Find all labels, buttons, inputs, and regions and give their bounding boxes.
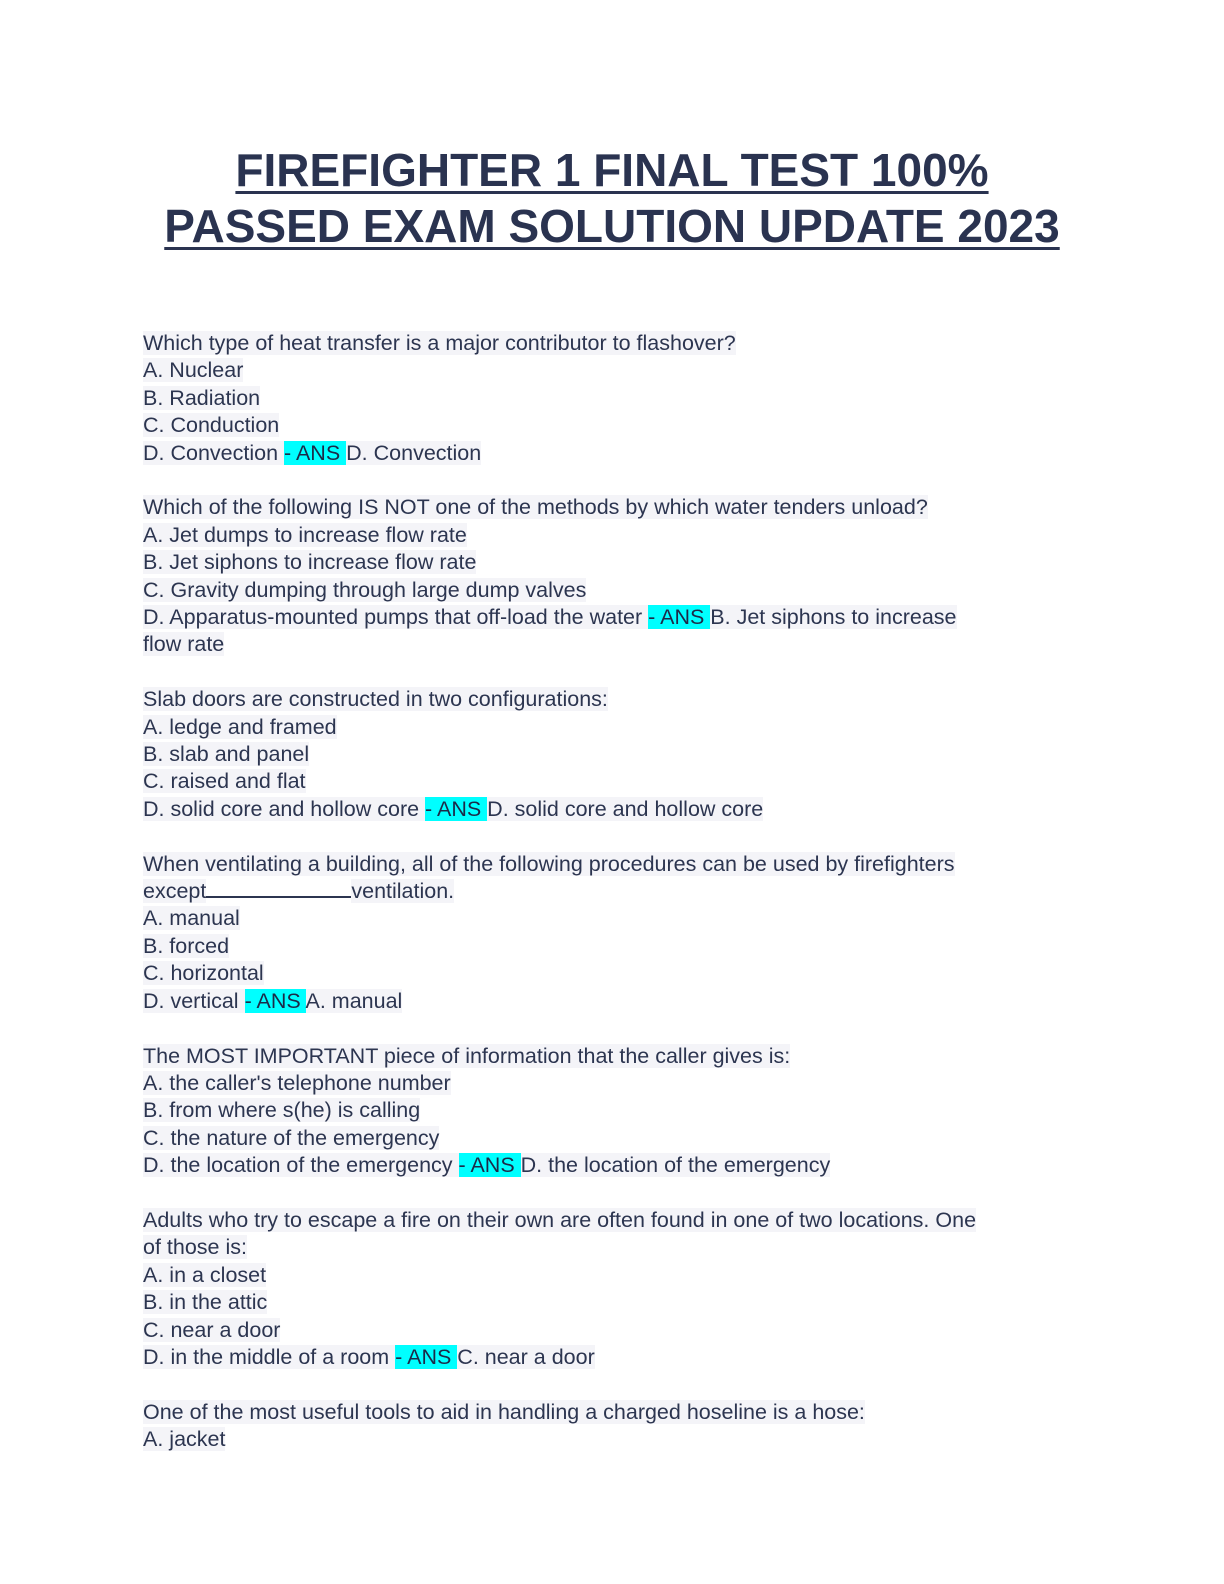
option-b: B. in the attic: [143, 1290, 268, 1315]
option-b: B. from where s(he) is calling: [143, 1098, 421, 1123]
option-d: D. in the middle of a room: [143, 1344, 396, 1369]
question-stem-continued: of those is:: [143, 1235, 247, 1260]
question-7: [143, 1399, 1083, 1454]
question-stem: Which of the following IS NOT one of the methods by which water tenders unload?: [143, 495, 928, 520]
option-a: A. the caller's telephone number: [143, 1070, 451, 1095]
option-a: A. manual: [143, 906, 240, 931]
option-a: A. in a closet: [143, 1262, 267, 1287]
option-b: B. slab and panel: [143, 742, 310, 767]
option-a: A. jacket: [143, 1427, 226, 1452]
question-5: [143, 1043, 1083, 1180]
answer-text: D. Convection: [346, 440, 482, 465]
question-stem: One of the most useful tools to aid in handling a charged hoseline is a hose:: [143, 1399, 865, 1424]
option-c: C. Conduction: [143, 413, 280, 438]
option-c: C. horizontal: [143, 961, 264, 986]
option-a: A. Jet dumps to increase flow rate: [143, 522, 467, 547]
option-a: A. Nuclear: [143, 358, 244, 383]
option-d: D. solid core and hollow core: [143, 796, 426, 821]
question-stem: The MOST IMPORTANT piece of information that the caller gives is:: [143, 1043, 791, 1068]
page-title: [0, 142, 1224, 254]
option-b: B. Radiation: [143, 385, 261, 410]
option-d: D. vertical: [143, 988, 245, 1013]
answer-text: B. Jet siphons to increase: [710, 605, 957, 630]
option-d: D. Apparatus-mounted pumps that off-load the water: [143, 605, 649, 630]
option-d: D. the location of the emergency: [143, 1153, 459, 1178]
ans-marker: - ANS: [425, 796, 488, 821]
ans-marker: - ANS: [244, 988, 306, 1013]
option-d: D. Convection: [143, 440, 285, 465]
option-b: B. forced: [143, 933, 230, 958]
answer-text: C. near a door: [457, 1344, 595, 1369]
title-line-1: FIREFIGHTER 1 FINAL TEST 100%: [235, 144, 989, 196]
question-stem: Adults who try to escape a fire on their own are often found in one of two locations. One: [143, 1207, 977, 1232]
question-4: [143, 851, 1083, 1015]
question-stem: Slab doors are constructed in two configurations:: [143, 687, 608, 712]
option-b: B. Jet siphons to increase flow rate: [143, 550, 477, 575]
option-c: C. the nature of the emergency: [143, 1125, 440, 1150]
question-stem-end: ventilation.: [351, 879, 455, 904]
option-c: C. Gravity dumping through large dump valves: [143, 577, 587, 602]
option-c: C. near a door: [143, 1317, 281, 1342]
ans-marker: - ANS: [648, 605, 711, 630]
question-list: [143, 330, 1083, 1481]
question-stem: When ventilating a building, all of the following procedures can be used by firefighters: [143, 851, 955, 876]
question-stem-except: except: [143, 879, 207, 904]
title-line-2: PASSED EXAM SOLUTION UPDATE 2023: [164, 200, 1060, 252]
answer-text: D. solid core and hollow core: [487, 796, 764, 821]
ans-marker: - ANS: [395, 1344, 458, 1369]
ans-marker: - ANS: [284, 440, 347, 465]
question-6: [143, 1207, 1083, 1371]
option-a: A. ledge and framed: [143, 714, 337, 739]
answer-text: D. the location of the emergency: [520, 1153, 831, 1178]
ans-marker: - ANS: [458, 1153, 521, 1178]
question-1: [143, 330, 1083, 467]
fill-in-blank: [206, 878, 351, 898]
question-2: [143, 494, 1083, 658]
question-stem: Which type of heat transfer is a major contributor to flashover?: [143, 331, 736, 355]
answer-text: A. manual: [305, 988, 403, 1013]
question-3: [143, 686, 1083, 823]
answer-text-continued: flow rate: [143, 632, 225, 657]
option-c: C. raised and flat: [143, 769, 306, 794]
